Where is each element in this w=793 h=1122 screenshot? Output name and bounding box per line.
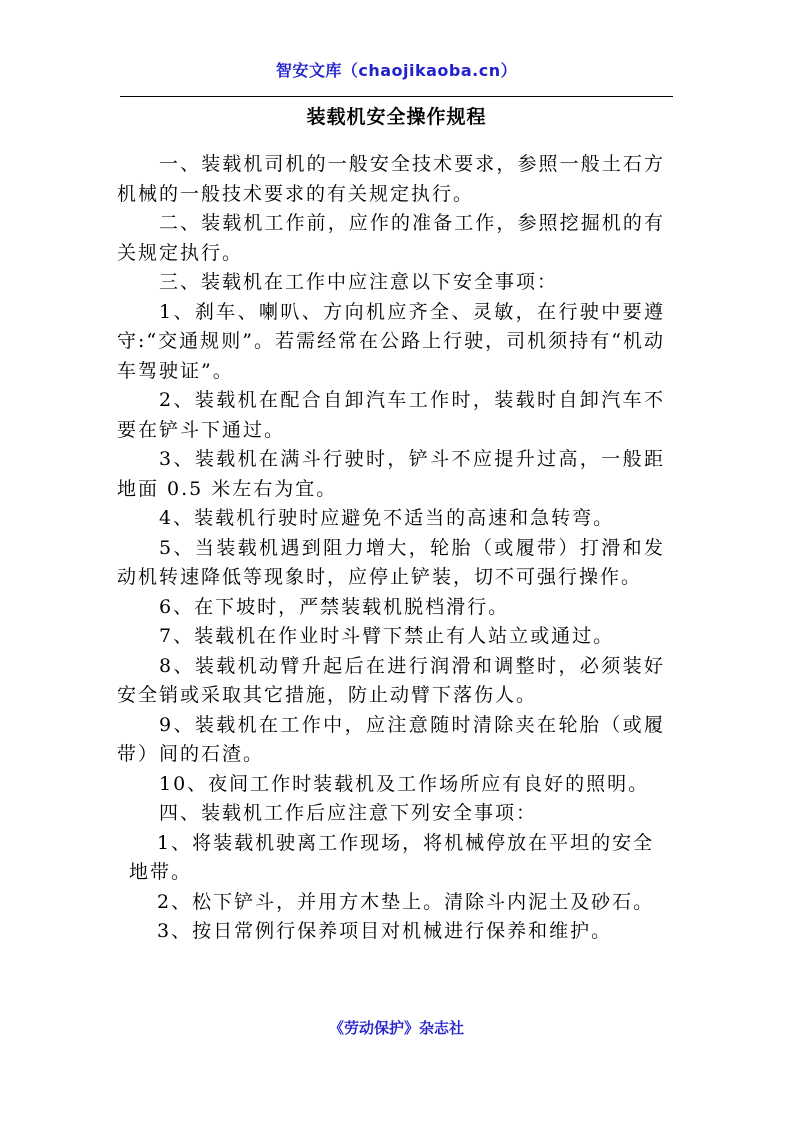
- paragraph-item-10: 10、夜间工作时装载机及工作场所应有良好的照明。: [159, 772, 650, 795]
- paragraph-item-2: 2、装载机在配合自卸汽车工作时，装载时自卸汽车不要在铲斗下通过。: [117, 389, 665, 441]
- paragraph-after-item-1: 1、将装载机驶离工作现场，将机械停放在平坦的安全: [157, 831, 655, 854]
- paragraph-item-9: 9、装载机在工作中，应注意随时清除夹在轮胎（或履带）间的石渣。: [117, 713, 665, 765]
- paragraph-section-1: 一、装载机司机的一般安全技术要求，参照一般土石方机械的一般技术要求的有关规定执行。: [117, 153, 665, 205]
- document-title: 装载机安全操作规程: [306, 106, 487, 128]
- document-body: [117, 150, 665, 947]
- paragraph-item-5: 5、当装载机遇到阻力增大，轮胎（或履带）打滑和发动机转速降低等现象时，应停止铲装，切不可强行操作。: [117, 536, 665, 588]
- paragraph-item-6: 6、在下坡时，严禁装载机脱档滑行。: [159, 595, 510, 618]
- paragraph-section-3: 三、装载机在工作中应注意以下安全事项：: [159, 271, 559, 293]
- paragraph-after-item-1-cont: 地带。: [129, 861, 193, 883]
- paragraph-item-4: 4、装载机行驶时应避免不适当的高速和急转弯。: [159, 507, 615, 529]
- footer-publisher[interactable]: 《劳动保护》杂志社: [328, 1019, 464, 1037]
- paragraph-item-8: 8、装载机动臂升起后在进行润滑和调整时，必须装好安全销或采取其它措施，防止动臂下落伤人。: [117, 654, 665, 706]
- paragraph-item-3: 3、装载机在满斗行驶时，铲斗不应提升过高，一般距地面 0.5 米左右为宜。: [117, 448, 665, 500]
- header-site-link[interactable]: 智安文库（chaojikaoba.cn）: [275, 61, 518, 80]
- header-divider: [120, 96, 673, 97]
- paragraph-section-4: 四、装载机工作后应注意下列安全事项：: [159, 802, 538, 824]
- paragraph-section-2: 二、装载机工作前，应作的准备工作，参照挖掘机的有关规定执行。: [117, 212, 665, 264]
- paragraph-after-item-2: 2、松下铲斗，并用方木垫上。清除斗内泥土及砂石。: [157, 890, 655, 913]
- paragraph-item-1: 1、刹车、喇叭、方向机应齐全、灵敏，在行驶中要遵守:“交通规则”。若需经常在公路上行驶，司机须持有“机动车驾驶证”。: [117, 300, 665, 382]
- paragraph-after-item-3: 3、按日常例行保养项目对机械进行保养和维护。: [157, 920, 613, 942]
- paragraph-item-7: 7、装载机在作业时斗臂下禁止有人站立或通过。: [159, 625, 615, 647]
